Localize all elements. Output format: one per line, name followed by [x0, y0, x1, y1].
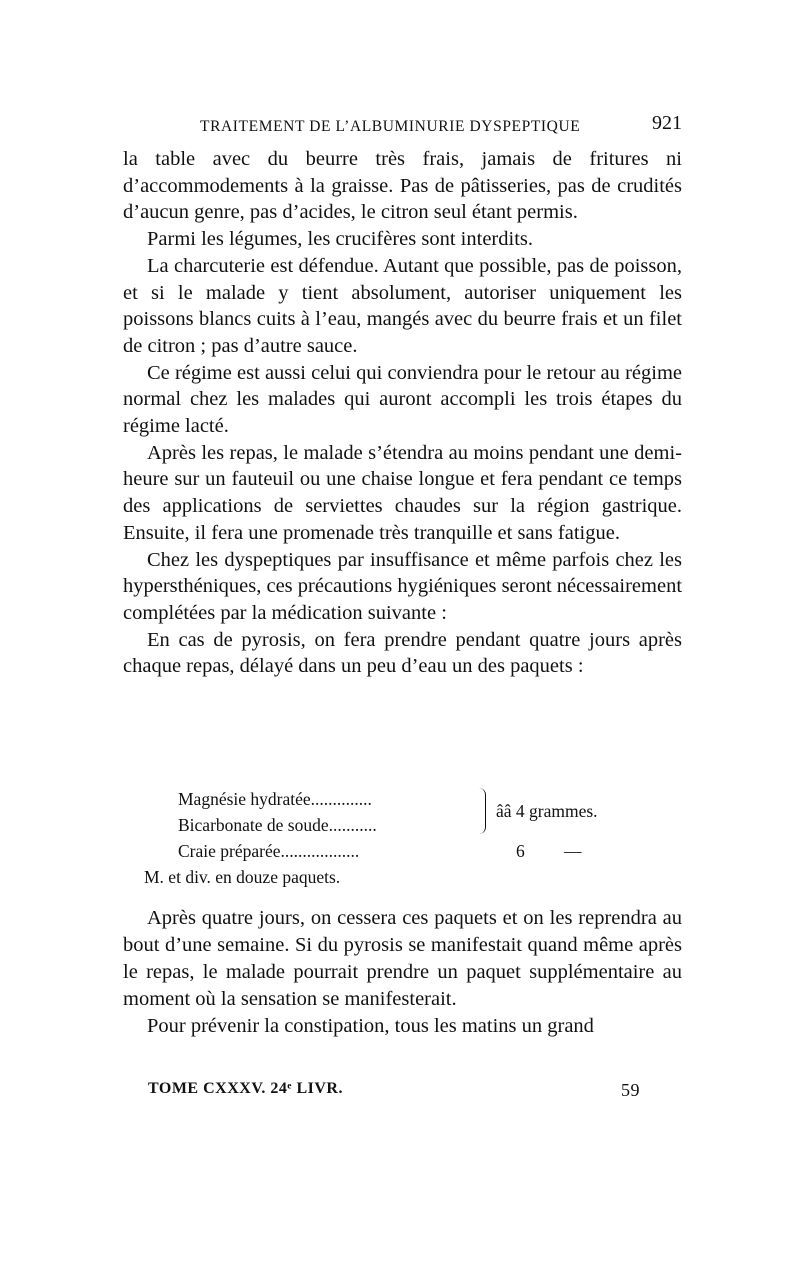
- sheet-number: 59: [621, 1080, 640, 1100]
- paragraph: Après les repas, le malade s’étendra au moins pendant une demi-heure sur un fauteuil ou une chaise longue et fera pendant ce temps des applications de serviettes chaudes sur la région gastrique. Ensuite, il fera une promenade très tranquille et sans fatigue.: [123, 441, 682, 544]
- paragraph: Chez les dyspeptiques par insuffisance et même parfois chez les hypersthéniques, ces précautions hygiéniques seront nécessairement complétées par la médication suivante :: [123, 548, 683, 624]
- formula-dose-ditto: —: [564, 841, 582, 861]
- formula-row: [144, 864, 618, 890]
- paragraph: Après quatre jours, on cessera ces paquets et on les reprendra au bout d’une semaine. Si du pyrosis se manifestait quand même après le repas, le malade pourrait prendre un paquet supplémentaire au moment où la sensation se manifesterait.: [123, 907, 682, 1010]
- formula-division-instruction: M. et div. en douze paquets.: [144, 867, 341, 887]
- formula-row: [178, 838, 618, 864]
- formula-shared-dose: ââ 4 grammes.: [496, 801, 598, 821]
- page-number: 921: [652, 112, 682, 134]
- body-text: [123, 146, 682, 680]
- formula-ingredient: Bicarbonate de soude...........: [178, 815, 377, 835]
- running-title: TRAITEMENT DE L’ALBUMINURIE DYSPEPTIQUE: [200, 118, 581, 135]
- formula-ingredient: Magnésie hydratée..............: [178, 789, 372, 809]
- body-text-continued: [123, 905, 682, 1040]
- paragraph: En cas de pyrosis, on fera prendre pendant quatre jours après chaque repas, délayé dans un peu d’eau un des paquets :: [123, 628, 682, 678]
- paragraph: la table avec du beurre très frais, jamais de fritures ni d’accommodements à la graisse. Pas de pâtisseries, pas de crudités d’aucun genre, pas d’acides, le citron seul étant permis.: [123, 148, 682, 224]
- formula-dose: 6: [516, 841, 525, 861]
- prescription-formula: [144, 786, 618, 890]
- paragraph: La charcuterie est défendue. Autant que possible, pas de poisson, et si le malade y tient absolument, autoriser uniquement les poissons blancs cuits à l’eau, mangés avec du beurre frais et un filet de citron ; pas d’autre sauce.: [123, 254, 682, 357]
- volume-signature: TOME CXXXV. 24ᵉ LIVR.: [148, 1080, 343, 1097]
- paragraph: Pour prévenir la constipation, tous les matins un grand: [147, 1015, 594, 1037]
- formula-ingredient: Craie préparée..................: [178, 841, 360, 861]
- paragraph: Ce régime est aussi celui qui conviendra pour le retour au régime normal chez les malades qui auront accompli les trois étapes du régime lacté.: [123, 361, 682, 438]
- paragraph: Parmi les légumes, les crucifères sont interdits.: [147, 228, 533, 251]
- formula-row: [178, 786, 618, 821]
- formula-row: [178, 812, 618, 838]
